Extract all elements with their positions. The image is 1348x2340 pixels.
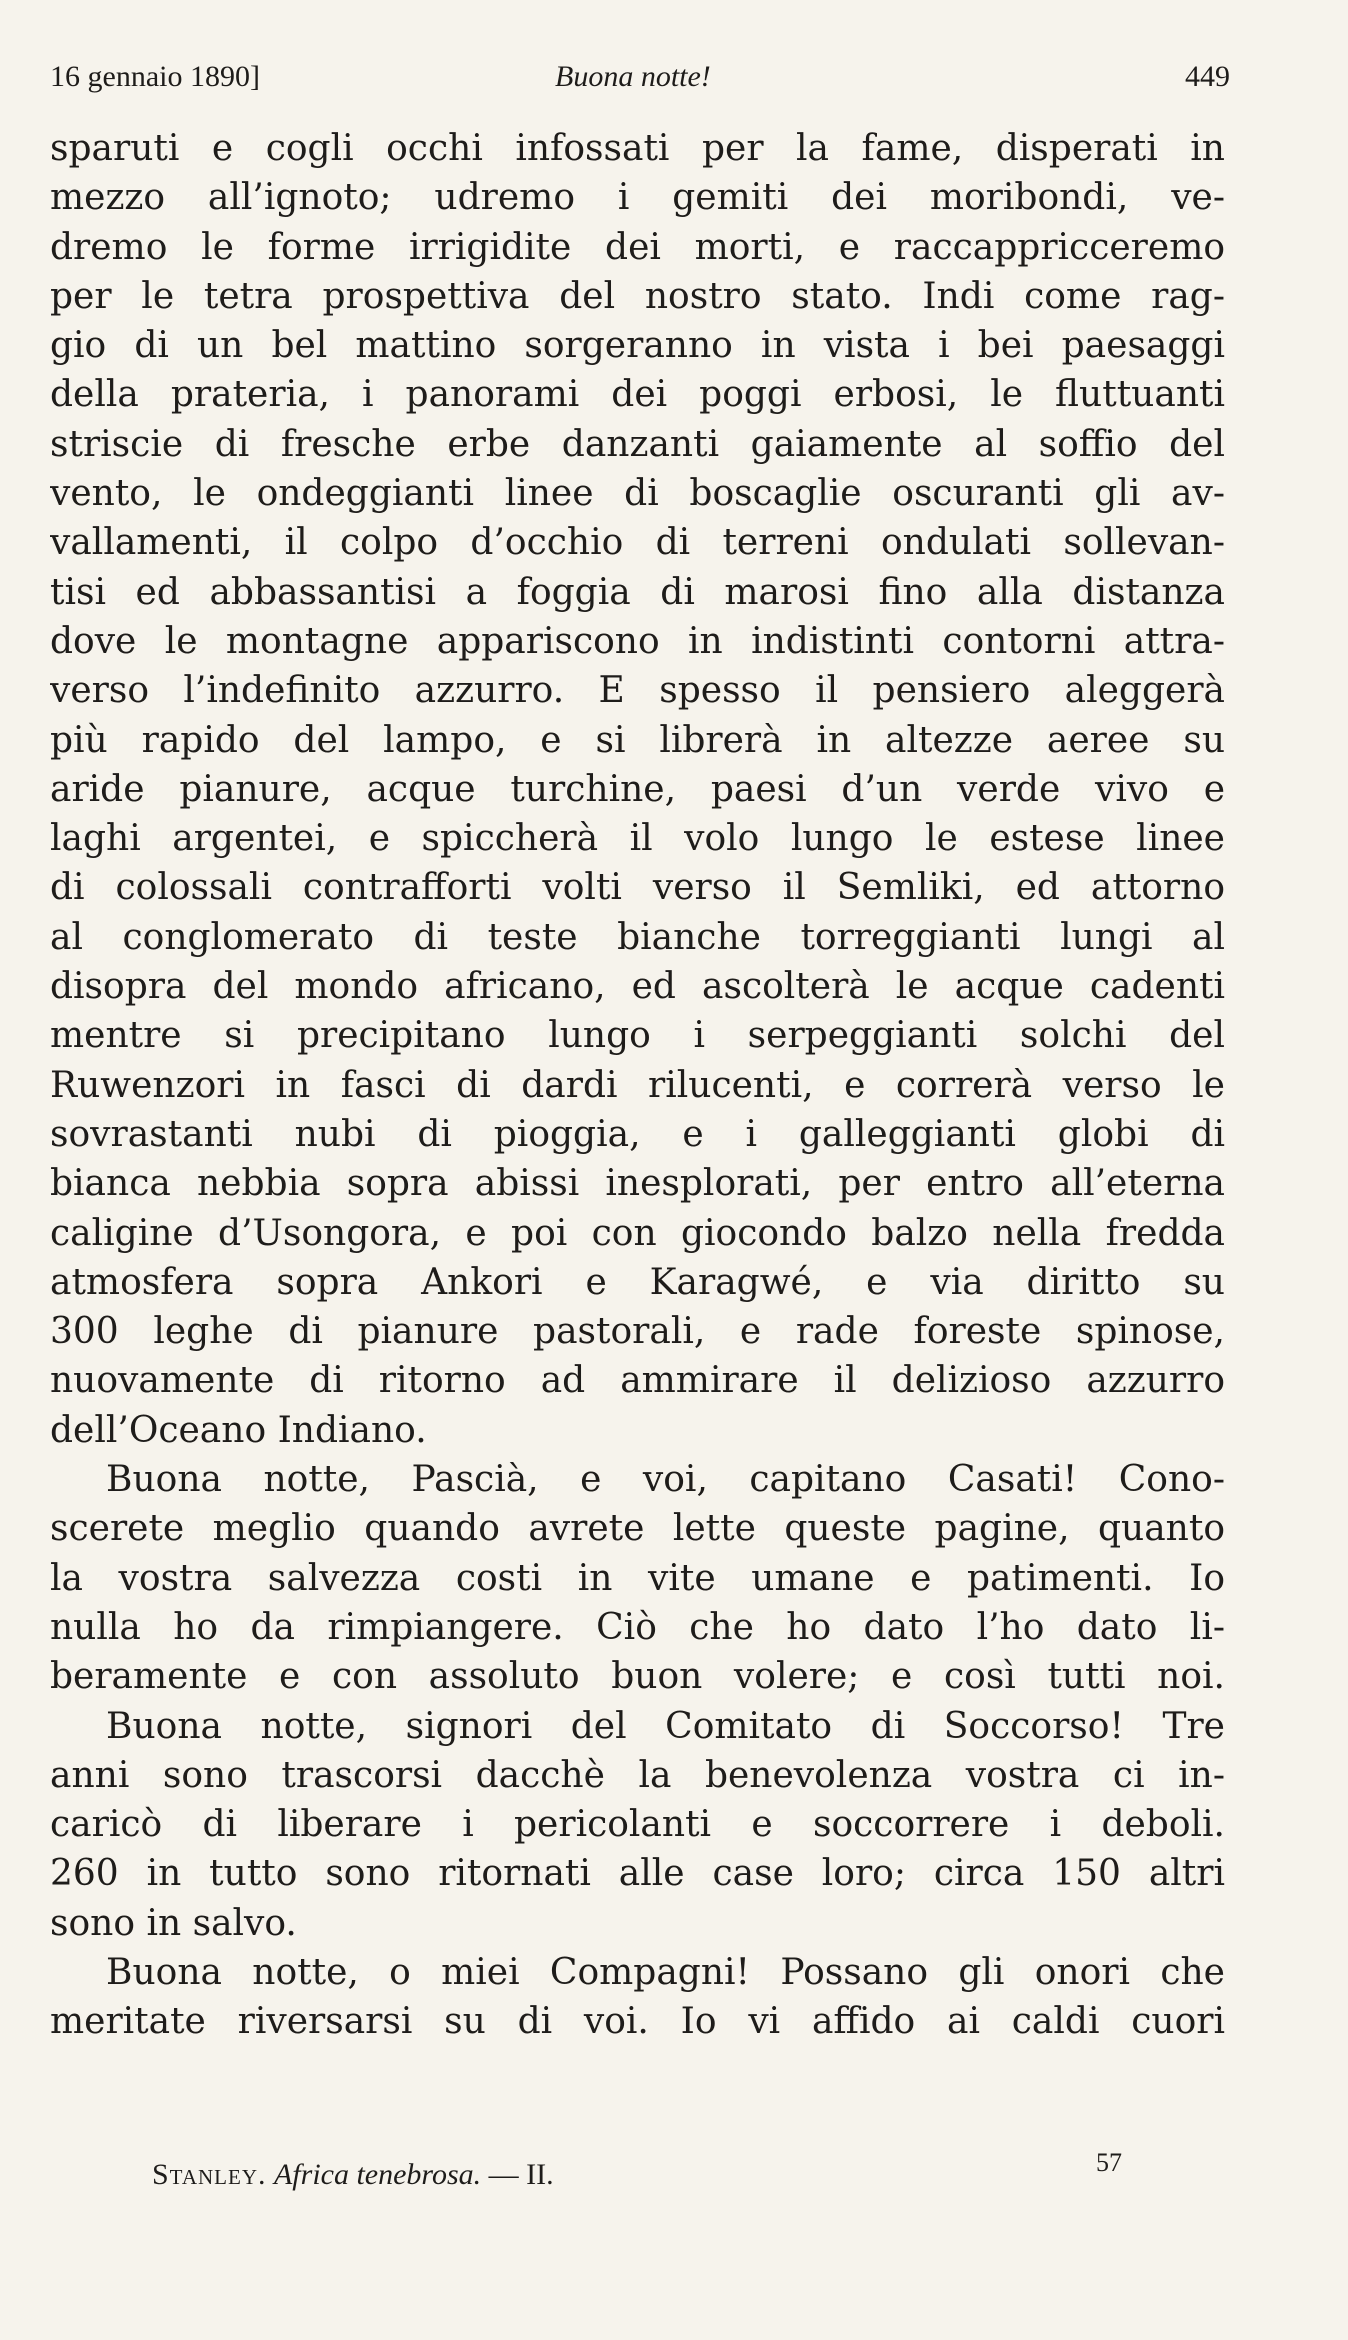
text-line: dell’Oceano Indiano. bbox=[50, 1409, 427, 1451]
text-line: nuovamente di ritorno ad ammirare il delizioso azzurro bbox=[50, 1360, 1225, 1402]
text-line: beramente e con assoluto buon volere; e così tutti noi. bbox=[50, 1656, 1225, 1698]
text-line: 300 leghe di pianure pastorali, e rade foreste spinose, bbox=[50, 1311, 1225, 1353]
text-line: della prateria, i panorami dei poggi erbosi, le fluttuanti bbox=[50, 374, 1225, 416]
text-line: meritate riversarsi su di voi. Io vi affido ai caldi cuori bbox=[50, 2001, 1225, 2043]
text-line: sparuti e cogli occhi infossati per la fame, disperati in bbox=[50, 128, 1225, 169]
text-line: atmosfera sopra Ankori e Karagwé, e via diritto su bbox=[50, 1261, 1225, 1303]
running-title: Buona notte! bbox=[555, 60, 711, 93]
text-line: dove le montagne appariscono in indistinti contorni attra- bbox=[50, 620, 1225, 662]
text-line: mezzo all’ignoto; udremo i gemiti dei moribondi, ve- bbox=[50, 177, 1225, 219]
text-line: striscie di fresche erbe danzanti gaiamente al soffio del bbox=[50, 423, 1225, 465]
text-line: vento, le ondeggianti linee di boscaglie oscuranti gli av- bbox=[50, 473, 1225, 515]
text-line: più rapido del lampo, e si librerà in altezze aeree su bbox=[50, 719, 1225, 761]
text-line: tisi ed abbassantisi a foggia di marosi fino alla distanza bbox=[50, 571, 1225, 613]
text-line: aride pianure, acque turchine, paesi d’un verde vivo e bbox=[50, 768, 1225, 810]
text-line: Buona notte, Pascià, e voi, capitano Casati! Cono- bbox=[106, 1459, 1225, 1501]
text-line: sono in salvo. bbox=[50, 1902, 297, 1944]
text-line: 260 in tutto sono ritornati alle case loro; circa 150 altri bbox=[50, 1853, 1225, 1895]
page-footer bbox=[152, 2158, 554, 2192]
text-line: nulla ho da rimpiangere. Ciò che ho dato l’ho dato li- bbox=[50, 1606, 1225, 1648]
page-header bbox=[50, 60, 1230, 104]
text-line: caligine d’Usongora, e poi con giocondo balzo nella fredda bbox=[50, 1212, 1225, 1254]
text-line: Ruwenzori in fasci di dardi rilucenti, e correrà verso le bbox=[50, 1064, 1225, 1106]
text-line: laghi argentei, e spiccherà il volo lungo le estese linee bbox=[50, 818, 1225, 860]
text-line: la vostra salvezza costi in vite umane e patimenti. Io bbox=[50, 1557, 1225, 1599]
footer-author: Stanley. bbox=[152, 2158, 267, 2191]
text-line: di colossali contrafforti volti verso il Semliki, ed attorno bbox=[50, 867, 1225, 909]
text-line: scerete meglio quando avrete lette queste pagine, quanto bbox=[50, 1508, 1225, 1550]
signature-mark: 57 bbox=[1096, 2148, 1122, 2177]
text-line: verso l’indefinito azzurro. E spesso il pensiero aleggerà bbox=[50, 670, 1225, 712]
text-line: Buona notte, o miei Compagni! Possano gli onori che bbox=[106, 1951, 1225, 1993]
text-line: vallamenti, il colpo d’occhio di terreni ondulati sollevan- bbox=[50, 522, 1225, 564]
text-line: Buona notte, signori del Comitato di Soccorso! Tre bbox=[106, 1705, 1225, 1747]
footer-title: Africa tenebrosa. bbox=[273, 2158, 482, 2191]
text-line: mentre si precipitano lungo i serpeggianti solchi del bbox=[50, 1015, 1225, 1057]
text-line: per le tetra prospettiva del nostro stato. Indi come rag- bbox=[50, 275, 1225, 317]
text-line: caricò di liberare i pericolanti e soccorrere i deboli. bbox=[50, 1804, 1225, 1846]
page-number: 449 bbox=[1185, 60, 1230, 93]
body-text bbox=[50, 124, 1225, 2047]
text-line: bianca nebbia sopra abissi inesplorati, per entro all’eterna bbox=[50, 1163, 1225, 1205]
text-line: disopra del mondo africano, ed ascolterà le acque cadenti bbox=[50, 966, 1225, 1008]
text-line: dremo le forme irrigidite dei morti, e raccappricceremo bbox=[50, 226, 1225, 268]
footer-volume: — II. bbox=[488, 2158, 554, 2191]
text-line: al conglomerato di teste bianche torreggianti lungi al bbox=[50, 916, 1225, 958]
text-line: anni sono trascorsi dacchè la benevolenza vostra ci in- bbox=[50, 1754, 1225, 1796]
text-line: sovrastanti nubi di pioggia, e i galleggianti globi di bbox=[50, 1113, 1225, 1155]
text-line: gio di un bel mattino sorgeranno in vista i bei paesaggi bbox=[50, 325, 1225, 367]
header-date: 16 gennaio 1890] bbox=[50, 60, 260, 93]
